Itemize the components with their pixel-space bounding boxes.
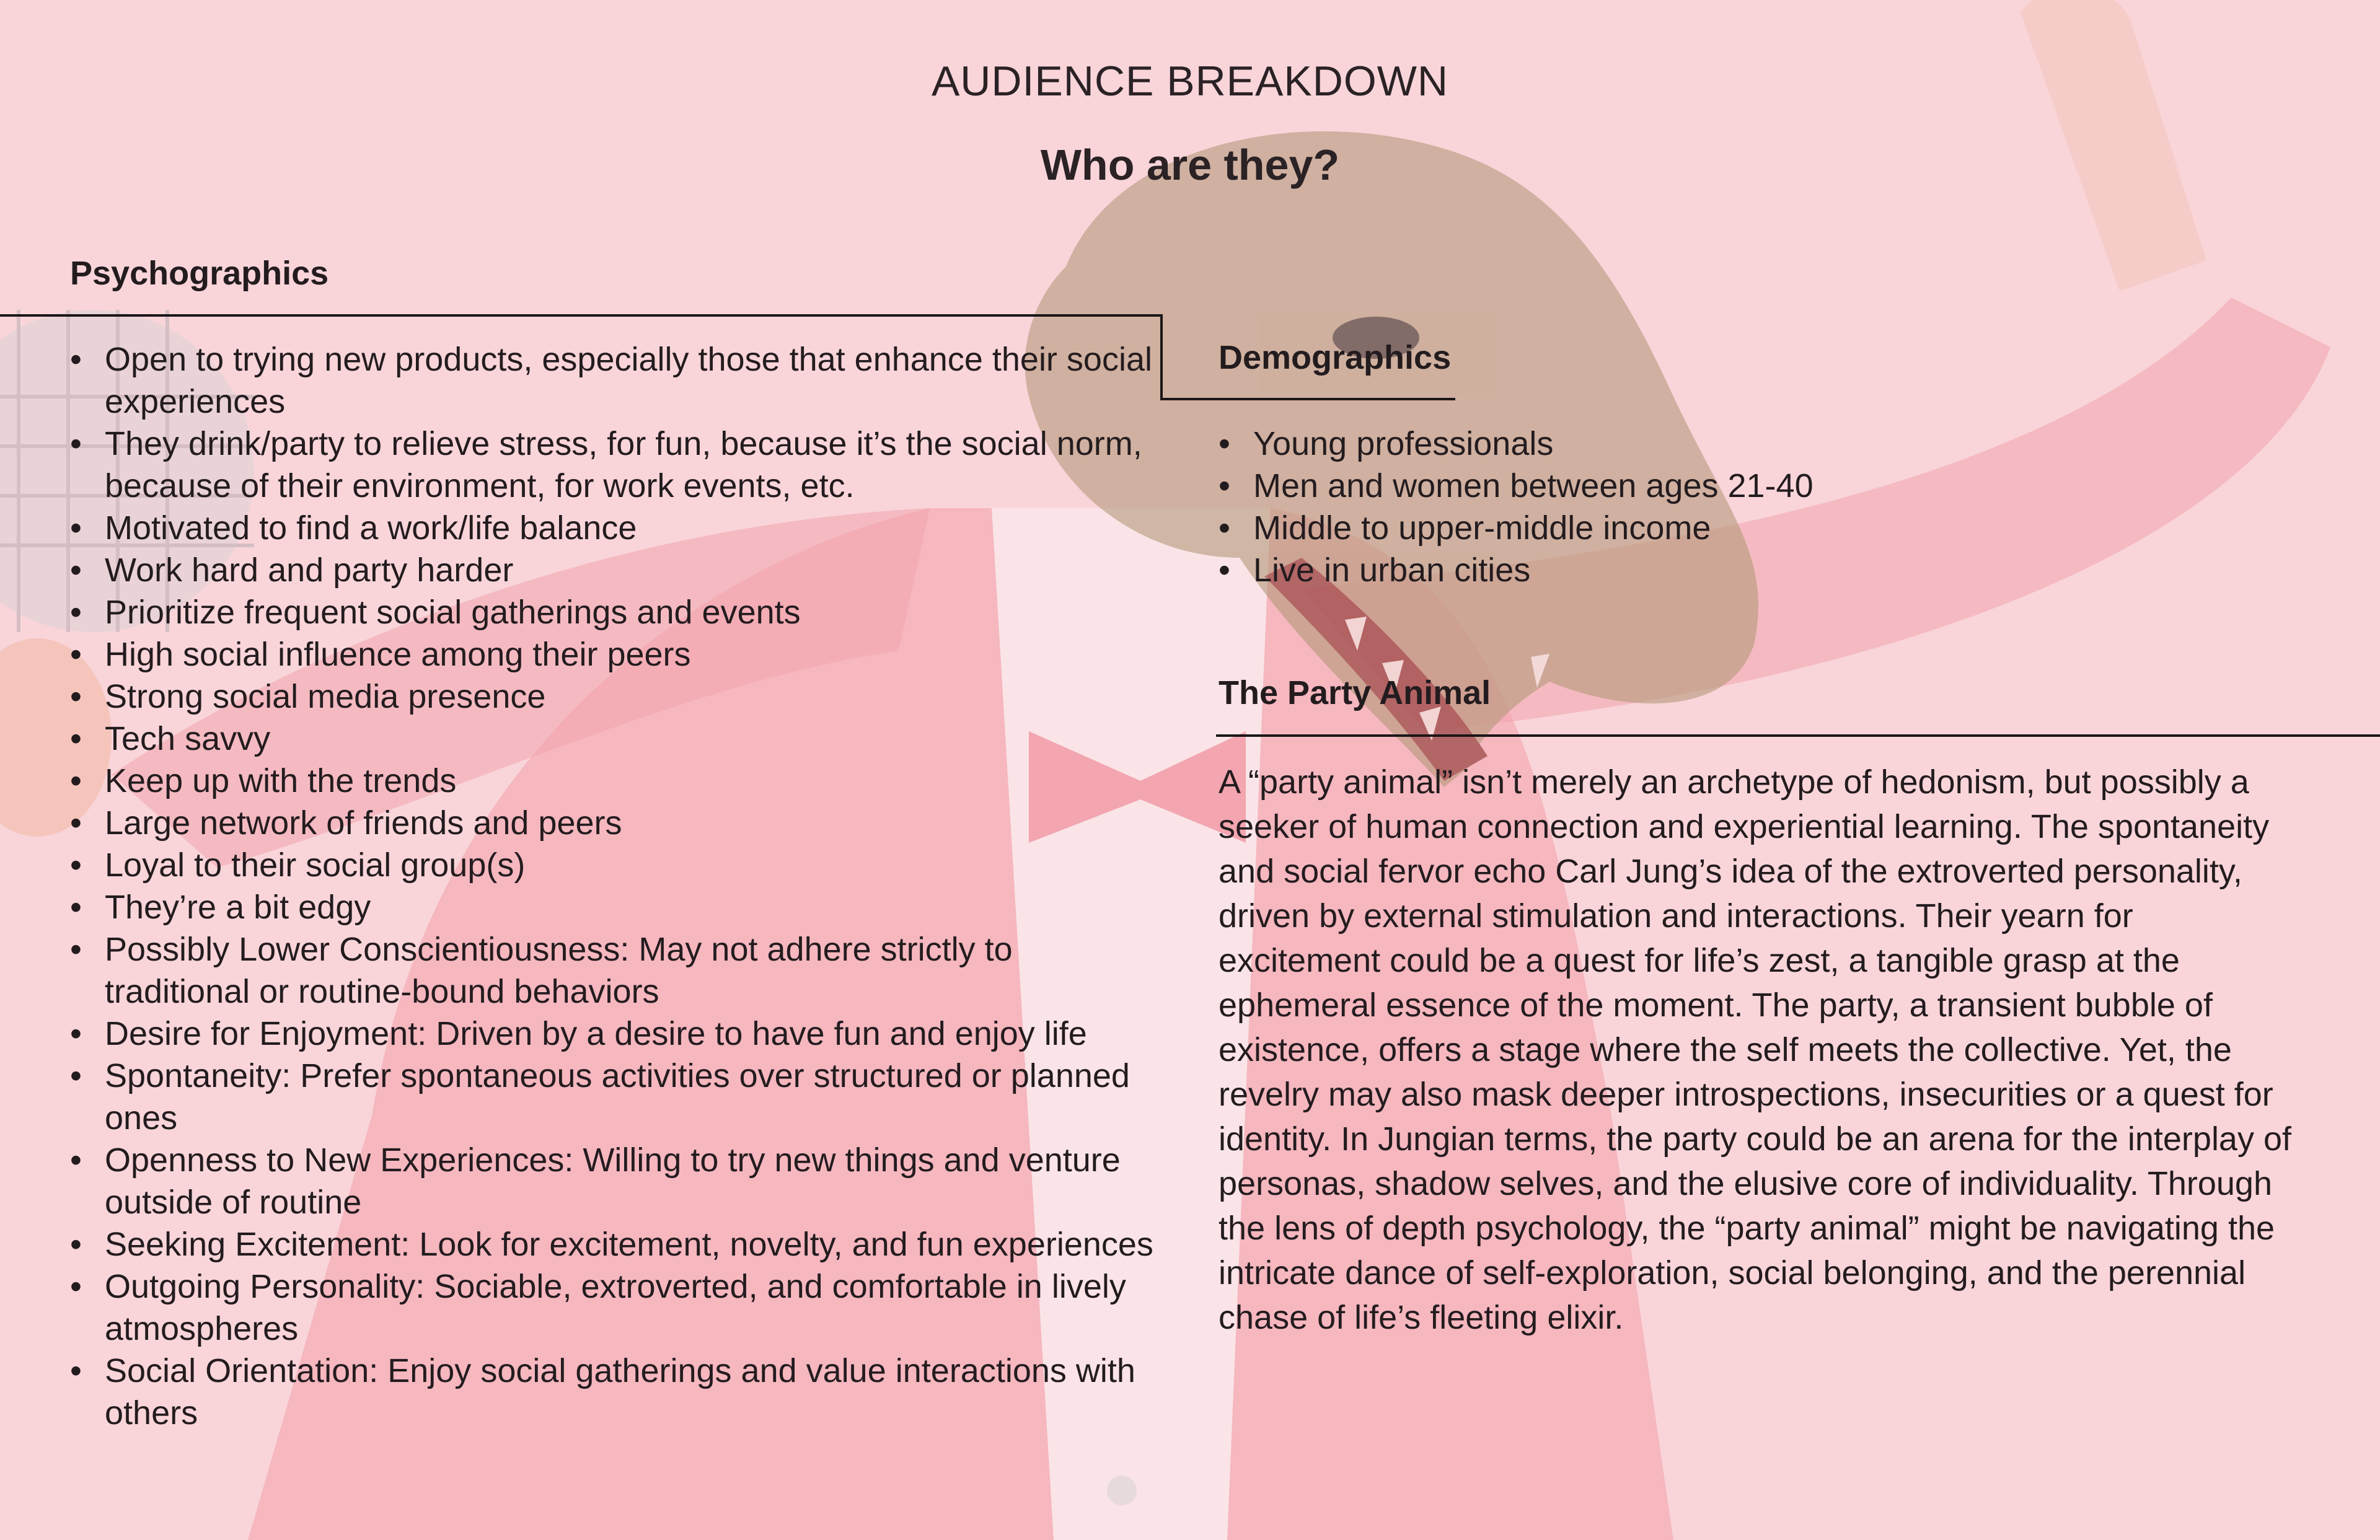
psychographics-heading: Psychographics	[70, 255, 329, 292]
demographics-rule	[1160, 398, 1455, 400]
psychographics-rule	[0, 314, 1163, 317]
list-item: • Middle to upper-middle income	[1219, 507, 2210, 549]
list-item: • They’re a bit edgy	[70, 886, 1161, 928]
list-item: • Motivated to find a work/life balance	[70, 507, 1161, 549]
list-item: • Tech savvy	[70, 718, 1161, 760]
psychographics-list	[70, 338, 1161, 1434]
list-item: • Loyal to their social group(s)	[70, 844, 1161, 886]
list-item: • They drink/party to relieve stress, for fun, because it’s the social norm, because of their environment, for work events, etc.	[70, 423, 1161, 507]
party-animal-body: A “party animal” isn’t merely an archetype of hedonism, but possibly a seeker of human connection and experiential learning. The spontaneity and social fervor echo Carl Jung’s idea of the extroverted personality, driven by external stimulation and interactions. Their yearn for excitement could be a quest for life’s zest, a tangible grasp at the ephemeral essence of the moment. The party, a transient bubble of existence, offers a stage where the self meets the collective. Yet, the revelry may also mask deeper introspections, insecurities or a quest for identity. In Jungian terms, the party could be an arena for the interplay of personas, shadow selves, and the elusive core of individuality. Through the lens of depth psychology, the “party animal” might be navigating the intricate dance of self-exploration, social belonging, and the perennial chase of life’s fleeting elixir.	[1219, 763, 2292, 1336]
list-item: • Spontaneity: Prefer spontaneous activities over structured or planned ones	[70, 1055, 1161, 1139]
list-item: • Outgoing Personality: Sociable, extroverted, and comfortable in lively atmospheres	[70, 1265, 1161, 1350]
page-kicker: AUDIENCE BREAKDOWN	[931, 58, 1449, 105]
list-item: • Live in urban cities	[1219, 549, 2210, 591]
list-item: • Openness to New Experiences: Willing to try new things and venture outside of routine	[70, 1139, 1161, 1223]
page-title: Who are they?	[1040, 141, 1340, 189]
list-item: • Possibly Lower Conscientiousness: May not adhere strictly to traditional or routine-bound behaviors	[70, 928, 1161, 1013]
demographics-list	[1219, 423, 2210, 591]
party-animal-heading: The Party Animal	[1219, 674, 1491, 711]
list-item: • Desire for Enjoyment: Driven by a desire to have fun and enjoy life	[70, 1013, 1161, 1055]
list-item: • High social influence among their peers	[70, 633, 1161, 675]
list-item: • Men and women between ages 21-40	[1219, 465, 2210, 507]
list-item: • Open to trying new products, especially those that enhance their social experiences	[70, 338, 1161, 423]
list-item: • Keep up with the trends	[70, 760, 1161, 802]
list-item: • Work hard and party harder	[70, 549, 1161, 591]
jacket-button	[1107, 1476, 1137, 1505]
list-item: • Young professionals	[1219, 423, 2210, 465]
party-animal-rule	[1216, 734, 2380, 737]
list-item: • Social Orientation: Enjoy social gatherings and value interactions with others	[70, 1350, 1161, 1434]
demographics-heading: Demographics	[1219, 339, 1452, 376]
list-item: • Strong social media presence	[70, 675, 1161, 718]
list-item: • Prioritize frequent social gatherings and events	[70, 591, 1161, 633]
list-item: • Seeking Excitement: Look for excitement, novelty, and fun experiences	[70, 1223, 1161, 1265]
list-item: • Large network of friends and peers	[70, 802, 1161, 844]
